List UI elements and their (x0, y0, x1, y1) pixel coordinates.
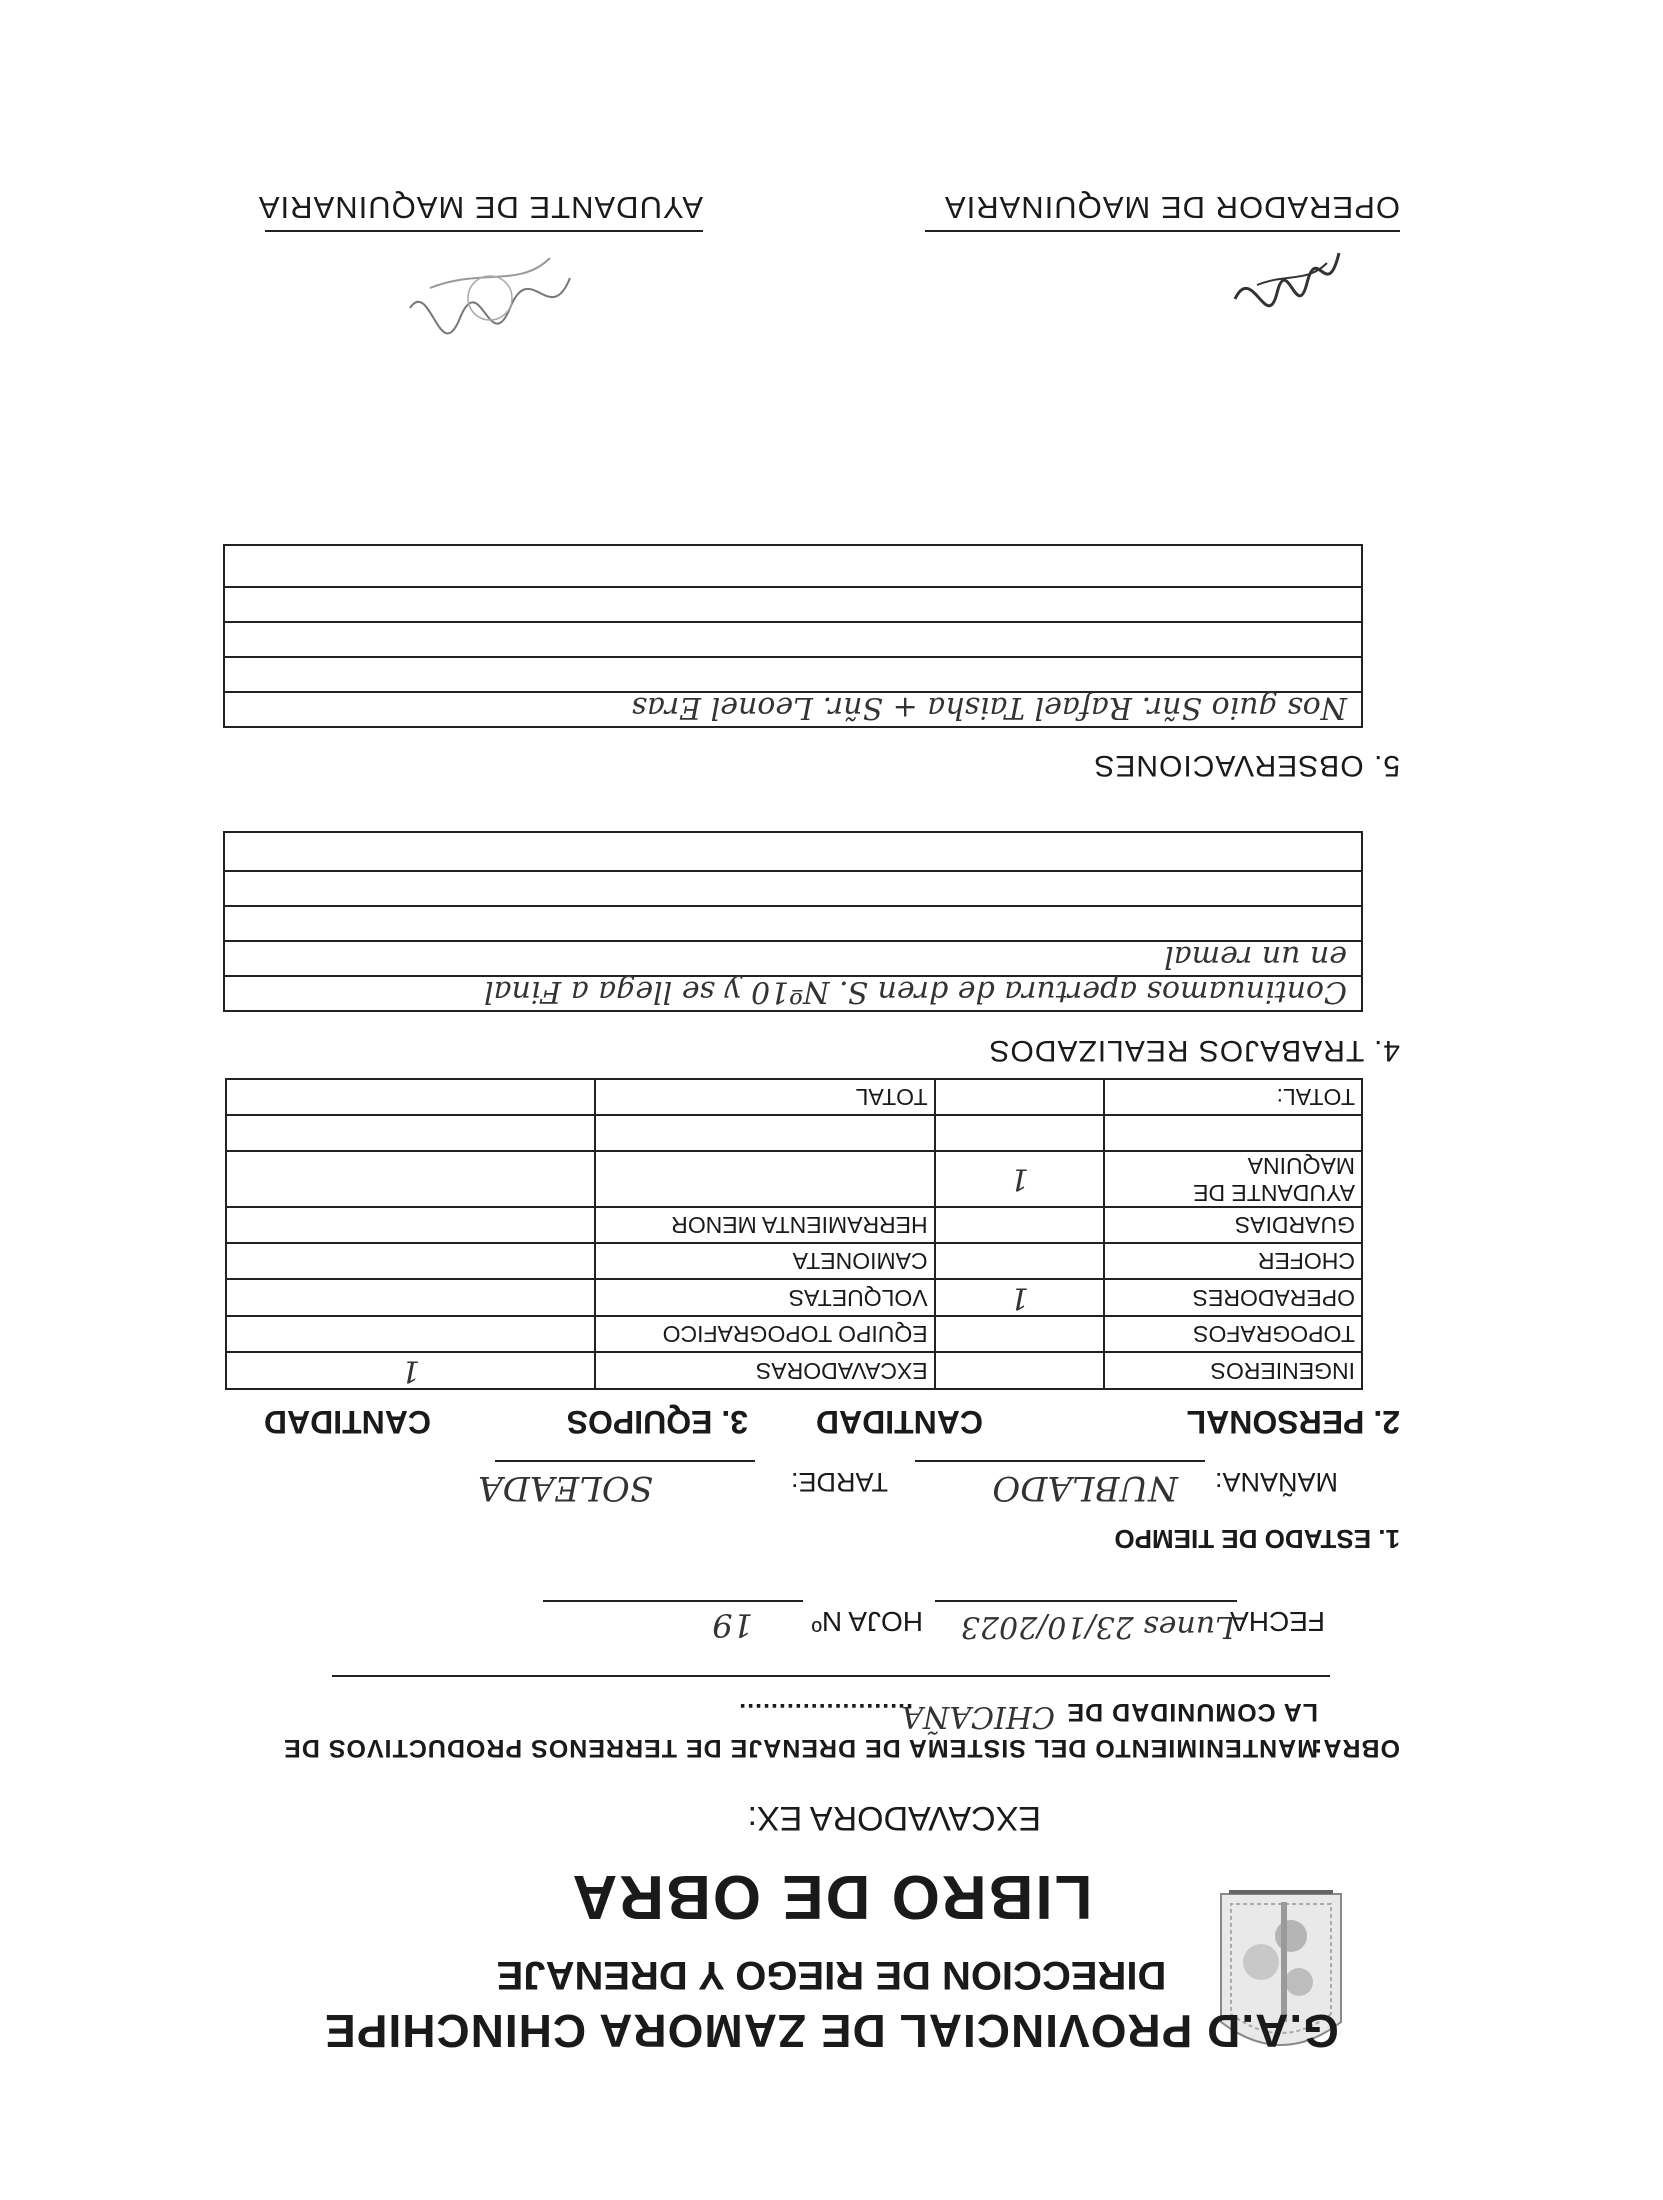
obra-text-line2: LA COMUNIDAD DE (1066, 1698, 1318, 1726)
obra-text-line1: MANTENIMIENTO DEL SISTEMA DE DRENAJE DE TERRENOS PRODUCTIVOS DE (283, 1734, 1318, 1762)
operator-signature (1227, 233, 1347, 313)
personal-qty-cell (935, 1079, 1105, 1115)
hoja-underline (543, 1600, 803, 1602)
observaciones-box (223, 544, 1363, 728)
observaciones-line (225, 621, 1361, 656)
personal-label-cell: TOTAL: (1104, 1079, 1362, 1115)
manana-value: NUBLADO (992, 1468, 1178, 1508)
personal-equipos-row (226, 1279, 1362, 1316)
trabajos-box (223, 831, 1363, 1012)
tarde-label: TARDE: (790, 1467, 888, 1497)
hoja-value: 19 (712, 1606, 753, 1644)
personal-equipos-row (226, 1079, 1362, 1115)
personal-qty-cell (935, 1243, 1105, 1279)
trabajos-line (225, 940, 1361, 975)
operator-signature-line (925, 230, 1400, 232)
equipos-qty-cell (226, 1279, 595, 1316)
trabajos-heading: 4. TRABAJOS REALIZADOS (988, 1034, 1400, 1067)
equipos-label-cell: VOLQUETAS (595, 1279, 935, 1316)
trabajos-line (225, 870, 1361, 905)
trabajos-line-text: Continuamos apertura de dren S. Nº10 y se llega a Final (484, 974, 1347, 1009)
trabajos-line (225, 835, 1361, 870)
estado-tiempo-heading: 1. ESTADO DE TIEMPO (1114, 1524, 1400, 1554)
personal-equipos-table (225, 1078, 1363, 1390)
assistant-signature-line (265, 230, 703, 232)
fecha-value: Lunes 23/10/2023 (960, 1609, 1235, 1644)
observaciones-line (225, 586, 1361, 621)
manana-underline (915, 1460, 1205, 1462)
equipos-label-cell: EXCAVADORAS (595, 1352, 935, 1389)
observaciones-line-text: Nos guio Sñr. Rafael Taisha + Sñr. Leonel Eras (631, 690, 1347, 725)
equipos-qty-cell (226, 1207, 595, 1243)
tarde-underline (495, 1460, 755, 1462)
personal-label-cell: AYUDANTE DE MAQUINA (1104, 1151, 1362, 1207)
personal-label-cell: OPERADORES (1104, 1279, 1362, 1316)
personal-label-cell (1104, 1115, 1362, 1151)
equipos-label-cell (595, 1115, 935, 1151)
equipos-label-cell (595, 1151, 935, 1207)
personal-equipos-row (226, 1316, 1362, 1352)
observaciones-line (225, 656, 1361, 691)
personal-label-cell: GUARDIAS (1104, 1207, 1362, 1243)
hoja-label: HOJA Nº (811, 1606, 923, 1637)
machine-label: EXCAVADORA EX: (747, 1799, 1041, 1837)
personal-qty-cell (935, 1316, 1105, 1352)
operator-label: OPERADOR DE MAQUINARIA (943, 190, 1400, 225)
personal-label-cell: TOPOGRAFOS (1104, 1316, 1362, 1352)
fecha-underline (935, 1600, 1237, 1602)
personal-label-cell: INGENIEROS (1104, 1352, 1362, 1389)
equipos-qty-cell (226, 1079, 595, 1115)
personal-qty-cell: 1 (935, 1279, 1105, 1316)
personal-qty-cell (935, 1207, 1105, 1243)
manana-label: MAÑANA: (1214, 1467, 1338, 1497)
personal-equipos-row (226, 1207, 1362, 1243)
assistant-signature (400, 238, 580, 348)
fecha-label: FECHA (1230, 1606, 1325, 1637)
personal-equipos-row (226, 1352, 1362, 1389)
equipos-qty-cell (226, 1115, 595, 1151)
equipos-qty-cell: 1 (226, 1352, 595, 1389)
equipos-heading: 3. EQUIPOS (566, 1404, 748, 1440)
obra-dots: ...................... (738, 1698, 913, 1726)
equipos-label-cell: CAMIONETA (595, 1243, 935, 1279)
personal-heading: 2. PERSONAL (1186, 1404, 1400, 1440)
trabajos-line-text: en un remal (1164, 939, 1347, 974)
personal-label-cell: CHOFER (1104, 1243, 1362, 1279)
personal-cantidad-label: CANTIDAD (815, 1404, 983, 1440)
obra-underline (332, 1675, 1330, 1677)
equipos-qty-cell (226, 1316, 595, 1352)
personal-qty-cell (935, 1352, 1105, 1389)
trabajos-line (225, 905, 1361, 940)
equipos-label-cell: EQUIPO TOPOGRAFICO (595, 1316, 935, 1352)
personal-equipos-row (226, 1115, 1362, 1151)
personal-qty-cell: 1 (935, 1151, 1105, 1207)
equipos-label-cell: TOTAL (595, 1079, 935, 1115)
personal-equipos-row (226, 1151, 1362, 1207)
equipos-qty-cell (226, 1151, 595, 1207)
personal-equipos-row (226, 1243, 1362, 1279)
community-value: CHICAÑA (901, 1699, 1055, 1734)
obra-label: OBRA: (1313, 1734, 1400, 1762)
tarde-value: SOLEADA (478, 1468, 653, 1508)
equipos-qty-cell (226, 1243, 595, 1279)
observaciones-heading: 5. OBSERVACIONES (1093, 749, 1400, 782)
observaciones-line (225, 551, 1361, 586)
book-title: LIBRO DE OBRA (570, 1862, 1093, 1931)
equipos-label-cell: HERRAMIENTA MENOR (595, 1207, 935, 1243)
assistant-label: AYUDANTE DE MAQUINARIA (257, 190, 703, 225)
personal-qty-cell (935, 1115, 1105, 1151)
department-title: DIRECCION DE RIEGO Y DRENAJE (496, 1953, 1167, 1997)
trabajos-line (225, 975, 1361, 1010)
institution-title: G.A.D PROVINCIAL DE ZAMORA CHINCHIPE (324, 2005, 1339, 2057)
observaciones-line (225, 691, 1361, 726)
equipos-cantidad-label: CANTIDAD (263, 1404, 431, 1440)
